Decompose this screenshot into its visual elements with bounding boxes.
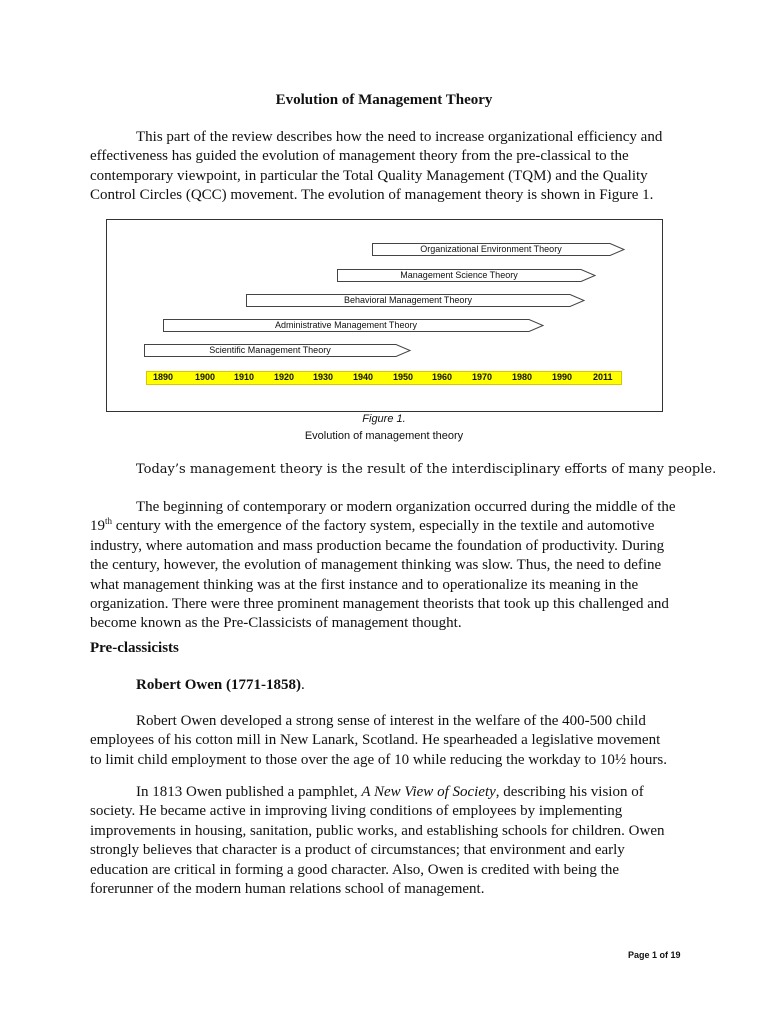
text-line [90, 783, 690, 802]
superscript: th [105, 516, 113, 527]
text-line: become known as the Pre-Classicists of management thought. [90, 615, 462, 632]
year-tick: 1910 [234, 372, 255, 382]
bar-label: Behavioral Management Theory [344, 295, 472, 305]
text-line: improvements in housing, sanitation, public works, and establishing schools for children. Owen [90, 822, 665, 839]
text-line: the century, however, the evolution of management thinking was slow. Thus, the need to define [90, 557, 662, 574]
text-line: employees of his cotton mill in New Lanark, Scotland. He spearheaded a legislative movement [90, 732, 661, 749]
figure-label: Figure 1. [362, 413, 406, 425]
year-tick: 2011 [593, 372, 613, 382]
page-number: Page 1 of 19 [628, 950, 681, 960]
year-tick: 1890 [153, 372, 174, 382]
timeline-axis [146, 371, 622, 385]
subheading-text: Robert Owen (1771-1858) [136, 677, 301, 693]
owen-paragraph-1 [90, 712, 690, 770]
figure-caption: Evolution of management theory [304, 430, 464, 442]
text-run: In 1813 Owen published a pamphlet, [136, 784, 362, 800]
year-tick: 1960 [432, 372, 453, 382]
text-line: Control Circles (QCC) movement. The evolution of management theory is shown in Figure 1. [90, 187, 654, 204]
bar-label: Organizational Environment Theory [420, 244, 562, 254]
year-tick: 1980 [512, 372, 533, 382]
bar-label: Scientific Management Theory [209, 345, 331, 355]
book-title: A New View of Society [361, 784, 496, 800]
text-line: society. He became active in improving living conditions of employees by implementing [90, 803, 623, 820]
text-line: effectiveness has guided the evolution of management theory from the pre-classical to the [90, 148, 629, 165]
year-tick: 1930 [313, 372, 334, 382]
century-number: 19 [90, 518, 105, 535]
text-line [90, 517, 690, 536]
section-heading: Pre-classicists [90, 640, 179, 656]
intro-paragraph [90, 128, 690, 206]
text-line: Robert Owen developed a strong sense of interest in the welfare of the 400-500 child [136, 713, 646, 729]
text-line: strongly believes that character is a product of circumstances; that environment and early [90, 842, 625, 859]
year-tick: 1920 [274, 372, 295, 382]
subheading [136, 677, 305, 694]
owen-paragraph-2 [90, 783, 690, 899]
document-title: Evolution of Management Theory [275, 92, 493, 108]
beginning-paragraph [90, 498, 690, 634]
text-line: education are critical in forming a good character. Also, Owen is credited with being the [90, 861, 619, 878]
year-tick: 1970 [472, 372, 493, 382]
text-line: contemporary viewpoint, in particular the Total Quality Management (TQM) and the Quality [90, 167, 648, 184]
text-line: organization. There were three prominent management theorists that took up this challenged and [90, 596, 669, 613]
text-line: to limit child employment to those over the age of 10 while reducing the workday to 10½ hours. [90, 751, 667, 768]
year-tick: 1950 [393, 372, 414, 382]
text-line-rest: century with the emergence of the factory system, especially in the textile and automotive [112, 518, 655, 535]
year-tick: 1940 [353, 372, 374, 382]
text-line: The beginning of contemporary or modern organization occurred during the middle of the [136, 499, 676, 515]
year-tick: 1990 [552, 372, 573, 382]
text-run: , describing his vision of [495, 784, 644, 800]
text-line: This part of the review describes how the need to increase organizational efficiency and [136, 129, 663, 145]
year-tick: 1900 [195, 372, 216, 382]
text-line: industry, where automation and mass production became the foundation of productivity. During [90, 537, 665, 554]
today-sentence: Today’s management theory is the result of the interdisciplinary efforts of many people. [136, 462, 717, 477]
text-line: what management thinking was at the first instance and to operationalize its meaning in the [90, 576, 639, 593]
subheading-punct: . [300, 677, 305, 693]
text-line: forerunner of the modern human relations school of management. [90, 881, 485, 898]
bar-label: Administrative Management Theory [275, 320, 417, 330]
bar-label: Management Science Theory [400, 270, 518, 280]
